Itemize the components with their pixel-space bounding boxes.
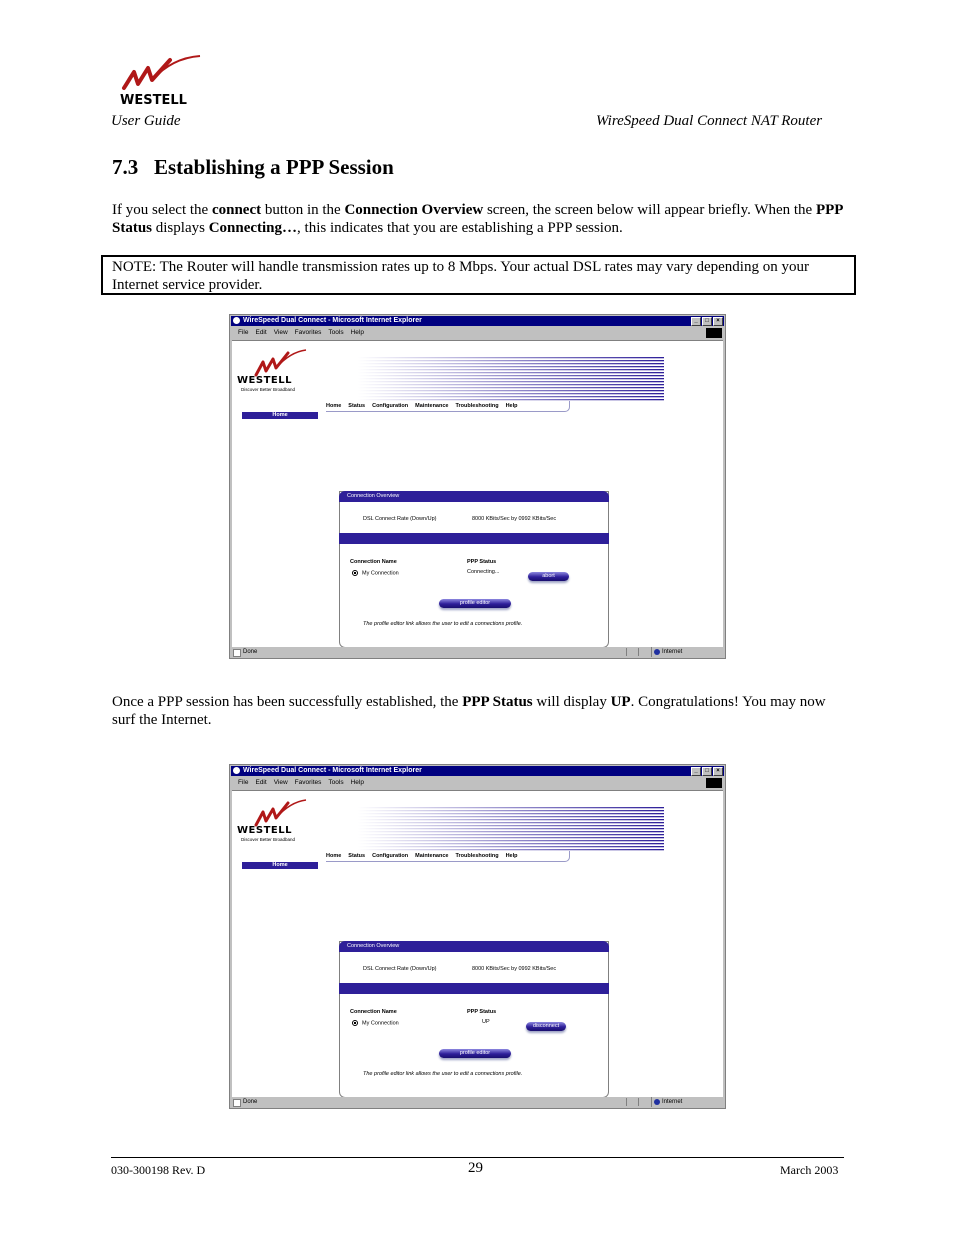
router-tagline: Discover Better Broadband xyxy=(241,387,296,392)
browser-statusbar xyxy=(231,647,724,657)
menu-tools[interactable]: Tools xyxy=(328,779,344,786)
ppp-status-header: PPP Status xyxy=(467,1009,497,1015)
router-brand: WESTELL xyxy=(237,375,292,386)
footer-rule xyxy=(111,1157,844,1158)
panel-title: Connection Overview xyxy=(339,941,609,952)
screenshot-connecting xyxy=(229,314,726,659)
maximize-icon[interactable]: □ xyxy=(702,317,712,326)
maximize-icon[interactable]: □ xyxy=(702,767,712,776)
nav-configuration[interactable]: Configuration xyxy=(372,853,409,859)
profile-editor-button[interactable]: profile editor xyxy=(439,599,511,608)
menu-file[interactable]: File xyxy=(238,779,249,786)
nav-troubleshooting[interactable]: Troubleshooting xyxy=(455,853,499,859)
dsl-rate-value: 8000 KBits/Sec by 0992 KBits/Sec xyxy=(472,966,557,972)
header-product-title: WireSpeed Dual Connect NAT Router xyxy=(596,113,823,129)
footer-date: March 2003 xyxy=(780,1163,839,1177)
browser-titlebar: WireSpeed Dual Connect - Microsoft Internet Explorer _ □ × xyxy=(231,316,724,326)
profile-editor-button[interactable]: profile editor xyxy=(439,1049,511,1058)
ppp-status-header: PPP Status xyxy=(467,559,497,565)
router-brand: WESTELL xyxy=(237,825,292,836)
windows-logo-icon xyxy=(706,328,722,338)
menu-edit[interactable]: Edit xyxy=(255,779,267,786)
dsl-rate-label: DSL Connect Rate (Down/Up) xyxy=(363,966,437,972)
connection-name-header: Connection Name xyxy=(350,559,397,565)
connection-row: My Connection xyxy=(352,570,399,576)
browser-viewport xyxy=(232,340,723,647)
nav-home[interactable]: Home xyxy=(326,853,342,859)
menu-favorites[interactable]: Favorites xyxy=(294,329,322,336)
logo-wordmark: WESTELL xyxy=(120,93,187,106)
ppp-status-value: UP xyxy=(482,1019,490,1025)
nav-troubleshooting[interactable]: Troubleshooting xyxy=(455,403,499,409)
abort-button[interactable]: abort xyxy=(528,572,569,581)
footer-doc-number: 030-300198 Rev. D xyxy=(111,1163,206,1177)
router-nav xyxy=(326,401,570,412)
menu-help[interactable]: Help xyxy=(350,779,364,786)
status-done: Done xyxy=(243,649,258,655)
section-heading: 7.3 Establishing a PPP Session xyxy=(112,155,394,179)
home-sidebar-button[interactable]: Home xyxy=(242,412,318,419)
footer-page-number: 29 xyxy=(468,1160,483,1176)
header-stripes xyxy=(358,357,664,401)
menu-view[interactable]: View xyxy=(273,329,288,336)
status-zone: Internet xyxy=(651,1097,722,1107)
nav-help[interactable]: Help xyxy=(505,403,518,409)
panel-title: Connection Overview xyxy=(339,491,609,502)
globe-icon xyxy=(654,1099,660,1105)
screenshot-connected xyxy=(229,764,726,1109)
ie-icon xyxy=(233,317,240,324)
menu-view[interactable]: View xyxy=(273,779,288,786)
connection-radio[interactable] xyxy=(352,1020,358,1026)
nav-maintenance[interactable]: Maintenance xyxy=(415,403,449,409)
windows-logo-icon xyxy=(706,778,722,788)
dsl-rate-value: 8000 KBits/Sec by 0992 KBits/Sec xyxy=(472,516,557,522)
page-icon xyxy=(233,1099,241,1107)
browser-menubar xyxy=(231,327,724,339)
close-icon[interactable]: × xyxy=(713,767,723,776)
nav-home[interactable]: Home xyxy=(326,403,342,409)
router-nav xyxy=(326,851,570,862)
note-box: NOTE: The Router will handle transmission rates up to 8 Mbps. Your actual DSL rates may vary depending on your Internet service provider. xyxy=(101,255,856,295)
globe-icon xyxy=(654,649,660,655)
nav-configuration[interactable]: Configuration xyxy=(372,403,409,409)
connection-name-header: Connection Name xyxy=(350,1009,397,1015)
menu-tools[interactable]: Tools xyxy=(328,329,344,336)
menu-help[interactable]: Help xyxy=(350,329,364,336)
connection-row: My Connection xyxy=(352,1020,399,1026)
menu-favorites[interactable]: Favorites xyxy=(294,779,322,786)
ppp-status-value: Connecting... xyxy=(467,569,500,575)
menu-edit[interactable]: Edit xyxy=(255,329,267,336)
panel-divider-band xyxy=(339,533,609,544)
browser-titlebar: WireSpeed Dual Connect - Microsoft Internet Explorer _ □ × xyxy=(231,766,724,776)
header-doc-title: User Guide xyxy=(111,113,181,129)
header-stripes xyxy=(358,807,664,851)
westell-logo xyxy=(112,54,202,106)
connection-overview-panel xyxy=(339,491,609,647)
nav-status[interactable]: Status xyxy=(348,853,366,859)
profile-editor-note: The profile editor link allows the user to edit a connections profile. xyxy=(363,621,523,627)
close-icon[interactable]: × xyxy=(713,317,723,326)
intro-paragraph: If you select the connect button in the Connection Overview screen, the screen below will appear briefly. When the PPP Status displays Connecting…, this indicates that you are establishing a PPP session. xyxy=(112,202,843,236)
browser-menubar xyxy=(231,777,724,789)
dsl-rate-label: DSL Connect Rate (Down/Up) xyxy=(363,516,437,522)
home-sidebar-button[interactable]: Home xyxy=(242,862,318,869)
minimize-icon[interactable]: _ xyxy=(691,317,701,326)
nav-help[interactable]: Help xyxy=(505,853,518,859)
connection-radio[interactable] xyxy=(352,570,358,576)
browser-statusbar xyxy=(231,1097,724,1107)
minimize-icon[interactable]: _ xyxy=(691,767,701,776)
ie-icon xyxy=(233,767,240,774)
browser-viewport xyxy=(232,790,723,1097)
panel-divider-band xyxy=(339,983,609,994)
profile-editor-note: The profile editor link allows the user to edit a connections profile. xyxy=(363,1071,523,1077)
status-zone: Internet xyxy=(651,647,722,657)
success-paragraph: Once a PPP session has been successfully established, the PPP Status will display UP. Congratulations! You may now surf the Internet. xyxy=(112,694,826,728)
connection-overview-panel xyxy=(339,941,609,1097)
disconnect-button[interactable]: disconnect xyxy=(526,1022,566,1031)
nav-maintenance[interactable]: Maintenance xyxy=(415,853,449,859)
menu-file[interactable]: File xyxy=(238,329,249,336)
page-icon xyxy=(233,649,241,657)
nav-status[interactable]: Status xyxy=(348,403,366,409)
status-done: Done xyxy=(243,1099,258,1105)
router-tagline: Discover Better Broadband xyxy=(241,837,296,842)
